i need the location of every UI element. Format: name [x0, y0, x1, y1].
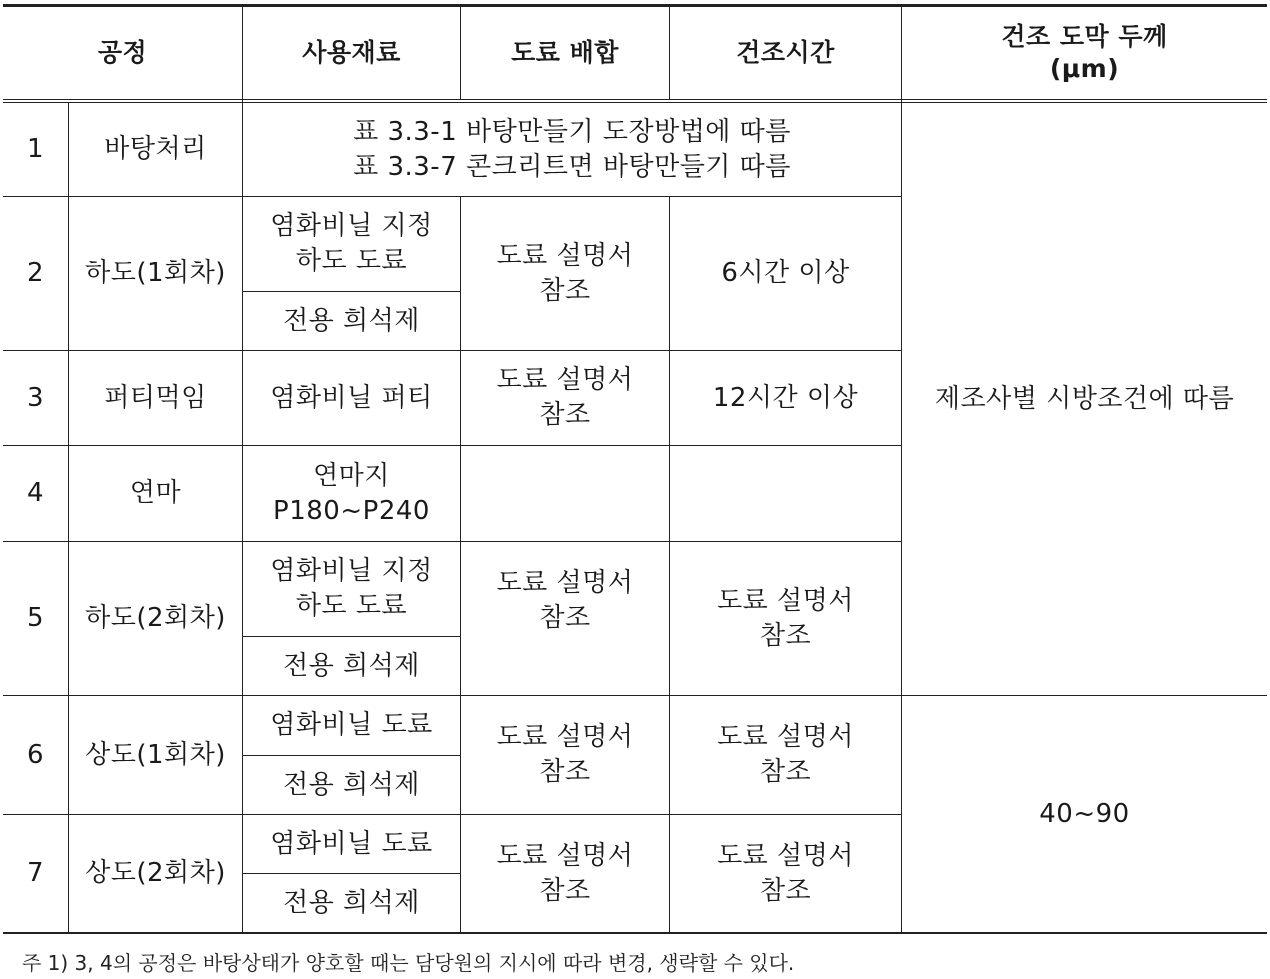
header-thickness: 건조 도막 두께 (μm) [1001, 21, 1168, 83]
row-2-material-paint: 염화비닐 지정 하도 도료 [270, 211, 433, 276]
row-5-no: 5 [26, 603, 45, 633]
row-1-material-span: 표 3.3-1 바탕만들기 도장방법에 따름 표 3.3-7 콘크리트면 바탕만들기 따름 [353, 116, 791, 182]
row-2-material-thinner: 전용 희석제 [283, 305, 420, 336]
row-7-no: 7 [26, 858, 45, 888]
row-6-material-thinner: 전용 희석제 [283, 769, 420, 800]
row-3-dry-time: 12시간 이상 [712, 382, 859, 413]
row-2-process: 하도(1회차) [85, 258, 226, 288]
row-7-mix: 도료 설명서 참조 [496, 840, 634, 906]
row-5-mix: 도료 설명서 참조 [496, 568, 634, 633]
row-5-material-paint: 염화비닐 지정 하도 도료 [270, 556, 433, 621]
row-6-mix: 도료 설명서 참조 [496, 722, 634, 787]
row-6-process: 상도(1회차) [85, 739, 226, 770]
row-4-process: 연마 [129, 478, 182, 508]
row-3-material: 염화비닐 퍼티 [270, 382, 433, 413]
header-mix: 도료 배합 [511, 38, 619, 67]
row-4-material: 연마지 P180~P240 [273, 460, 430, 526]
row-7-material-paint: 염화비닐 도료 [270, 828, 433, 859]
row-3-process: 퍼티먹임 [104, 382, 207, 413]
row-2-no: 2 [26, 258, 45, 288]
row-6-material-paint: 염화비닐 도료 [270, 710, 433, 740]
row-2-dry-time: 6시간 이상 [721, 258, 850, 288]
header-process: 공정 [97, 38, 148, 67]
header-material: 사용재료 [302, 38, 401, 67]
row-7-process: 상도(2회차) [85, 858, 226, 888]
row-5-dry-time: 도료 설명서 참조 [717, 585, 854, 651]
row-3-no: 3 [26, 382, 45, 413]
row-7-dry-time: 도료 설명서 참조 [717, 840, 854, 906]
row-6-dry-time: 도료 설명서 참조 [717, 722, 854, 787]
row-7-material-thinner: 전용 희석제 [283, 887, 420, 918]
header-divider-1 [3, 99, 1267, 100]
row-3-mix: 도료 설명서 참조 [496, 365, 634, 430]
row-5-process: 하도(2회차) [85, 603, 226, 633]
row-1-no: 1 [26, 134, 45, 164]
thickness-value: 40~90 [1039, 798, 1130, 829]
header-dry-time: 건조시간 [736, 38, 835, 67]
row-4-no: 4 [26, 478, 45, 508]
row-5-material-thinner: 전용 희석제 [283, 650, 420, 681]
row-1-process: 바탕처리 [104, 134, 207, 164]
table-bottom-border [3, 932, 1267, 934]
footnote: 주 1) 3, 4의 공정은 바탕상태가 양호할 때는 담당원의 지시에 따라 변경, 생략할 수 있다. [22, 951, 795, 975]
row-6-no: 6 [26, 739, 45, 770]
thickness-manufacturer-spec: 제조사별 시방조건에 따름 [934, 383, 1235, 414]
row-2-mix: 도료 설명서 참조 [496, 240, 634, 306]
